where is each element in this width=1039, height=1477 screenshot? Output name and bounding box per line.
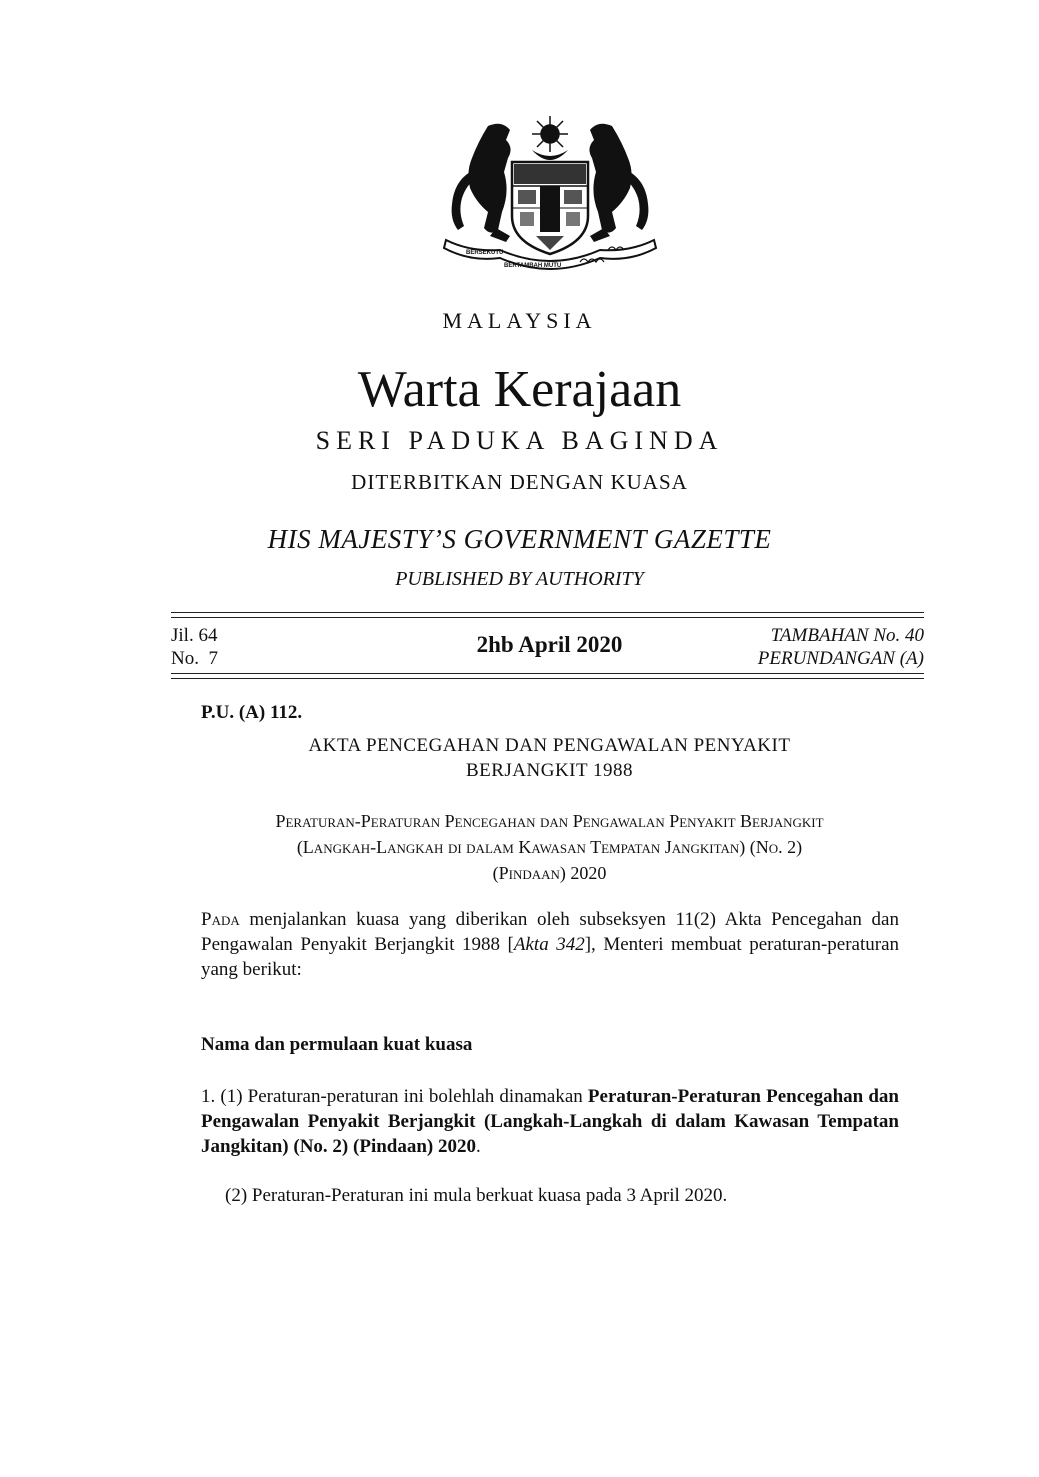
regulation-title-line-3: (Pindaan) 2020 (492, 863, 607, 883)
published-english: PUBLISHED BY AUTHORITY (395, 568, 644, 590)
preamble-act-ref: Akta 342 (513, 934, 585, 955)
issue-number: No. 7 (171, 648, 218, 669)
preamble-paragraph (201, 907, 899, 982)
shield-icon (512, 162, 588, 254)
bottom-rule-1 (171, 673, 924, 674)
ribbon-left-text: BERSEKUTU (466, 250, 504, 256)
preamble-end: ], Menteri membuat peraturan-peraturan yang berikut: (201, 934, 899, 980)
act-title-line-1: AKTA PENCEGAHAN DAN PENGAWALAN PENYAKIT (308, 735, 791, 756)
right-tiger-icon (589, 124, 648, 242)
bottom-rule-2 (171, 678, 924, 679)
clause-1-end: . (476, 1136, 481, 1157)
act-title-line-2: BERJANGKIT 1988 (465, 760, 634, 781)
act-title (0, 733, 1039, 783)
volume-number: Jil. 64 (171, 625, 218, 646)
regulation-title (0, 808, 1039, 886)
top-rule-1 (171, 612, 924, 613)
country-name: MALAYSIA (442, 308, 597, 333)
section-heading: Nama dan permulaan kuat kuasa (201, 1034, 473, 1055)
supplement-info (758, 624, 924, 670)
preamble-start: Pada (201, 909, 240, 930)
left-tiger-icon (452, 124, 511, 242)
clause-1-start: 1. (1) Peraturan-peraturan ini bolehlah dinamakan (201, 1086, 588, 1107)
published-malay: DITERBITKAN DENGAN KUASA (351, 470, 688, 494)
coat-of-arms-icon (440, 112, 660, 282)
regulation-title-line-1: Peraturan-Peraturan Pencegahan dan Pengawalan Penyakit Berjangkit (275, 811, 824, 831)
preamble-body: menjalankan kuasa yang diberikan oleh subseksyen 11(2) Akta Pencegahan dan Pengawalan Penyakit Berjangkit 1988 [ (201, 909, 899, 955)
gazette-subtitle: SERI PADUKA BAGINDA (315, 426, 724, 455)
pu-number: P.U. (A) 112. (201, 702, 303, 723)
star-icon (532, 116, 568, 152)
issue-date: 2hb April 2020 (476, 632, 623, 657)
clause-2: (2) Peraturan-Peraturan ini mula berkuat kuasa pada 3 April 2020. (225, 1185, 728, 1206)
clause-1-citation: Peraturan-Peraturan Pencegahan dan Pengawalan Penyakit Berjangkit (Langkah-Langkah di dalam Kawasan Tempatan Jangkitan) (No. 2) (Pindaan) 2020 (201, 1086, 899, 1157)
gazette-title: Warta Kerajaan (357, 361, 682, 418)
ribbon-center-text: BERTAMBAH MUTU (504, 263, 562, 269)
supplement-number: TAMBAHAN No. 40 (770, 625, 924, 646)
gazette-title-english: HIS MAJESTY’S GOVERNMENT GAZETTE (267, 524, 772, 554)
clause-1 (201, 1084, 899, 1159)
regulation-title-line-2: (Langkah-Langkah di dalam Kawasan Tempatan Jangkitan) (No. 2) (296, 837, 803, 857)
supplement-category: PERUNDANGAN (A) (757, 648, 924, 669)
top-rule-2 (171, 617, 924, 618)
